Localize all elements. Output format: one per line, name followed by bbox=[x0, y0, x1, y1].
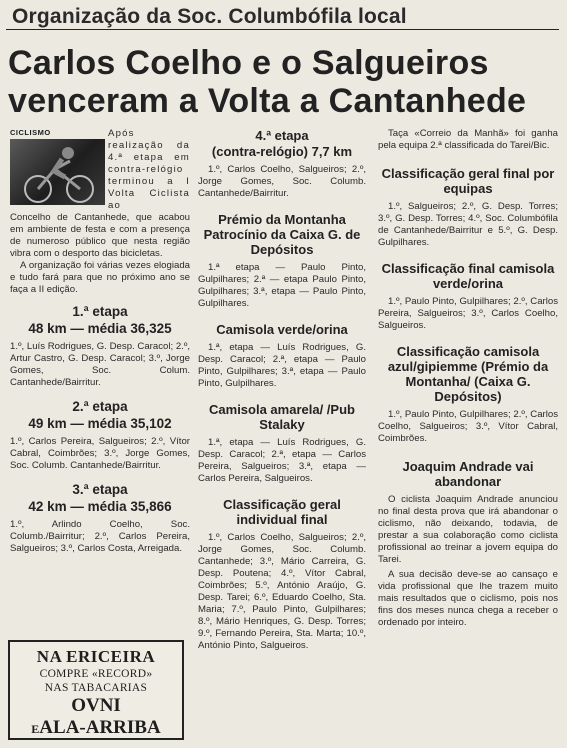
cyclist-silhouette-icon bbox=[10, 139, 105, 205]
blue-jersey-results: 1.º, Paulo Pinto, Gulpilhares; 2.º, Carlos Coelho, Salgueiros; 3.º, Vítor Cabral, Coimbrões. bbox=[378, 409, 558, 444]
yellow-jersey-heading: Camisola amarela/ /Pub Stalaky bbox=[209, 402, 355, 432]
section-title: Organização da Soc. Columbófila local bbox=[6, 4, 559, 30]
stage4-results: 1.º, Carlos Coelho, Salgueiros; 2.º, Jorge Gomes, Soc. Columb. Cantanhede/Bairritur. bbox=[198, 164, 366, 199]
stage2-subheading: 49 km — média 35,102 bbox=[28, 416, 172, 431]
blue-jersey-heading: Classificação camisola azul/gipiemme (Prémio da Montanha/ (Caixa G. Depósitos) bbox=[387, 344, 549, 404]
ad-line-3: NAS TABACARIAS bbox=[44, 682, 148, 694]
green-jersey-results: 1.ª, etapa — Luís Rodrigues, G. Desp. Caracol; 2.ª, etapa — Paulo Pinto, Gulpilhares; 3.ª, etapa — Paulo Pinto, Gulpilhares. bbox=[198, 342, 366, 389]
green-final-results: 1.º, Paulo Pinto, Gulpilhares; 2.º, Carlos Pereira, Salgueiros; 3.º, Carlos Coelho, Salgueiros. bbox=[378, 296, 558, 331]
stage1-heading: 1.ª etapa bbox=[72, 304, 128, 319]
lead-paragraph-narrow: Após realização da 4.ª etapa em contra-relógio terminou a I Volta Ciclista ao bbox=[108, 128, 190, 211]
individual-classification-results: 1.º, Carlos Coelho, Salgueiros; 2.º, Jorge Gomes, Soc. Columb. Cantanhede; 3.º, Mário Carreira, G. Desp. Poutena; 4.º, Vítor Cabral, Coimbrões; 5.º, António Araújo, G. Desp. Tarei; 6.º, Eduardo Coelho, Sta. Maria; 7.º, Paulo Pinto, Gulpilhares; 8.º, Mário Henriques, G. Desp. Torres; 9.º, Fernando Pereira, Sta. Marta; 10.º, António Pinto, Salgueiros. bbox=[198, 532, 366, 651]
ad-line-5b: ALA-ARRIBA bbox=[39, 717, 161, 738]
record-advertisement bbox=[8, 640, 184, 740]
mountain-prize-heading: Prémio da Montanha Patrocínio da Caixa G. de Depósitos bbox=[203, 212, 361, 257]
lead-paragraph-wide: Concelho de Cantanhede, que acabou em ambiente de festa e com a presença de numeroso público que nesta região vibra com o desporto das bicicletas. bbox=[10, 212, 190, 259]
trophy-note: Taça «Correio da Manhã» foi ganha pela equipa 2.ª classificada do Tarei/Bic. bbox=[378, 128, 558, 151]
joaquim-andrade-heading: Joaquim Andrade vai abandonar bbox=[402, 459, 534, 489]
rubric-label: CICLISMO bbox=[10, 128, 51, 137]
team-classification-heading: Classificação geral final por equipas bbox=[381, 166, 555, 196]
team-classification-results: 1.º, Salgueiros; 2.º, G. Desp. Torres; 3.º, G. Desp. Torres; 4.º, Soc. Columbófila de Cantanhede/Bairritur e 5.º, G. Desp. Gulpilhares. bbox=[378, 201, 558, 248]
joaquim-andrade-paragraph-1: O ciclista Joaquim Andrade anunciou no final desta prova que irá abandonar o ciclismo, não deixando, todavia, de prestar a sua colaboração como ciclista profissional ao treinar a jovem equipa do Tarei. bbox=[378, 494, 558, 565]
column-2 bbox=[198, 128, 366, 655]
stage4-subheading: (contra-relógio) 7,7 km bbox=[211, 144, 353, 159]
ad-line-5 bbox=[10, 717, 182, 740]
stage3-subheading: 42 km — média 35,866 bbox=[28, 499, 172, 514]
mountain-prize-results: 1.ª etapa — Paulo Pinto, Gulpilhares; 2.ª — etapa Paulo Pinto, Gulpilhares; 3.ª, etapa — Paulo Pinto, Gulpilhares. bbox=[198, 262, 366, 309]
ad-line-4: OVNI bbox=[71, 695, 121, 716]
joaquim-andrade-paragraph-2: A sua decisão deve-se ao cansaço e vida profissional que lhe trazem muito mais resultados que o ciclismo, pois nos fins dos meses nunca chega a receber o ordenado por inteiro. bbox=[378, 569, 558, 628]
green-final-heading: Classificação final camisola verde/orina bbox=[381, 261, 555, 291]
stage2-heading: 2.ª etapa bbox=[72, 399, 128, 414]
ad-line-2: COMPRE «RECORD» bbox=[39, 668, 153, 680]
article-intro bbox=[10, 212, 190, 555]
cyclist-photo bbox=[10, 139, 105, 205]
lead-paragraph-2: A organização foi várias vezes elogiada e tudo fará para que no próximo ano se faça a II edição. bbox=[10, 260, 190, 295]
headline: Carlos Coelho e o Salgueiros venceram a Volta a Cantanhede bbox=[8, 44, 527, 120]
stage3-results: 1.º, Arlindo Coelho, Soc. Columb./Bairritur; 2.º, Carlos Pereira, Salgueiros; 3.º, Carlos Costa, Arreigada. bbox=[10, 519, 190, 554]
stage3-heading: 3.ª etapa bbox=[72, 482, 128, 497]
stage1-results: 1.º, Luís Rodrigues, G. Desp. Caracol; 2.º, Artur Castro, G. Desp. Caracol; 3.º, Jorge Gomes, Soc. Colum. Cantanhede/Bairritur. bbox=[10, 341, 190, 388]
stage1-subheading: 48 km — média 36,325 bbox=[28, 321, 172, 336]
individual-classification-heading: Classificação geral individual final bbox=[223, 497, 341, 527]
stage2-results: 1.º, Carlos Pereira, Salgueiros; 2.º, Vítor Cabral, Coimbrões; 3.º, Jorge Gomes, Soc. Columb. Cantanhede/Bairritur. bbox=[10, 436, 190, 471]
yellow-jersey-results: 1.ª, etapa — Luís Rodrigues, G. Desp. Caracol; 2.ª, etapa — Carlos Pereira, Salgueiros; 3.ª, etapa — Carlos Pereira, Salgueiros. bbox=[198, 437, 366, 484]
stage4-heading: 4.ª etapa bbox=[255, 128, 309, 143]
ad-line-5a: E bbox=[31, 722, 40, 736]
column-3 bbox=[378, 128, 558, 632]
ad-line-1: NA ERICEIRA bbox=[36, 647, 156, 666]
green-jersey-heading: Camisola verde/orina bbox=[216, 322, 348, 337]
